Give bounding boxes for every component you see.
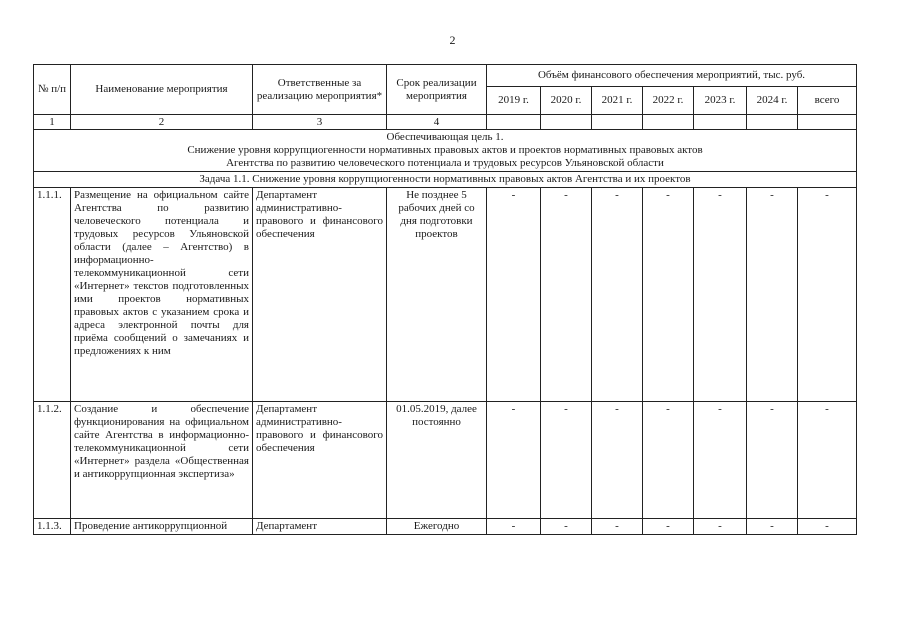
- value-cell: -: [747, 402, 798, 519]
- value-cell: -: [643, 519, 694, 535]
- task-row: [34, 172, 857, 188]
- term: Ежегодно: [387, 519, 487, 535]
- column-number: 4: [387, 115, 487, 130]
- term: 01.05.2019, далее постоянно: [387, 402, 487, 519]
- goal-row: [34, 130, 857, 172]
- measure-name: Проведение антикоррупционной: [71, 519, 253, 535]
- table-row: [34, 402, 857, 519]
- measure-name: Создание и обеспечение функционирования на официальном сайте Агентства в информационно-телекоммуникационной сети «Интернет» раздела «Общественная и антикоррупционная экспертиза»: [71, 402, 253, 519]
- value-cell: -: [798, 188, 857, 402]
- value-cell: -: [643, 188, 694, 402]
- col-finance-header: Объём финансового обеспечения мероприятий, тыс. руб.: [487, 65, 857, 87]
- value-cell: -: [592, 402, 643, 519]
- value-cell: -: [694, 402, 747, 519]
- value-cell: -: [541, 402, 592, 519]
- value-cell: -: [747, 188, 798, 402]
- year-header: 2020 г.: [541, 87, 592, 115]
- value-cell: -: [798, 519, 857, 535]
- year-header: 2024 г.: [747, 87, 798, 115]
- value-cell: -: [487, 519, 541, 535]
- goal-text: Снижение уровня коррупциогенности нормативных правовых актов и проектов нормативных правовых актов: [187, 144, 703, 156]
- value-cell: -: [487, 402, 541, 519]
- year-header: 2022 г.: [643, 87, 694, 115]
- value-cell: -: [747, 519, 798, 535]
- value-cell: -: [798, 402, 857, 519]
- responsible: Департамент административно-правового и финансового обеспечения: [253, 188, 387, 402]
- col-responsible-header: Ответственные за реализацию мероприятия*: [253, 65, 387, 115]
- col-name-header: Наименование мероприятия: [71, 65, 253, 115]
- goal-title: Обеспечивающая цель 1.: [386, 131, 504, 143]
- value-cell: -: [541, 188, 592, 402]
- col-no-header: № п/п: [34, 65, 71, 115]
- year-header: 2021 г.: [592, 87, 643, 115]
- value-cell: -: [592, 519, 643, 535]
- year-header: 2019 г.: [487, 87, 541, 115]
- column-number: 3: [253, 115, 387, 130]
- value-cell: -: [592, 188, 643, 402]
- total-header: всего: [798, 87, 857, 115]
- value-cell: -: [487, 188, 541, 402]
- action-plan-table: [33, 64, 857, 535]
- row-number: 1.1.1.: [34, 188, 71, 402]
- col-term-header: Срок реализации мероприятия: [387, 65, 487, 115]
- value-cell: -: [643, 402, 694, 519]
- value-cell: -: [541, 519, 592, 535]
- row-number: 1.1.3.: [34, 519, 71, 535]
- responsible: Департамент: [253, 519, 387, 535]
- year-header: 2023 г.: [694, 87, 747, 115]
- term: Не позднее 5 рабочих дней со дня подготовки проектов: [387, 188, 487, 402]
- value-cell: -: [694, 519, 747, 535]
- page-number: 2: [449, 33, 456, 47]
- measure-name: Размещение на официальном сайте Агентства по развитию человеческого потенциала и трудовых ресурсов Ульяновской области (далее – Агентство) в информационно-телекоммуникационной сети «Интернет» текстов подготовленных ими проектов нормативных правовых актов с указанием срока и адреса электронной почты для приёма сообщений о замечаниях и предложениях к ним: [71, 188, 253, 402]
- column-number: 2: [71, 115, 253, 130]
- goal-text: Агентства по развитию человеческого потенциала и трудовых ресурсов Ульяновской области: [226, 157, 664, 169]
- column-number: 1: [34, 115, 71, 130]
- value-cell: -: [694, 188, 747, 402]
- task-cell: Задача 1.1. Снижение уровня коррупциогенности нормативных правовых актов Агентства и их проектов: [34, 172, 857, 188]
- row-number: 1.1.2.: [34, 402, 71, 519]
- table-row: [34, 519, 857, 535]
- table-row: [34, 188, 857, 402]
- goal-cell: [34, 130, 857, 172]
- column-numbers-row: [34, 115, 857, 130]
- header-row: [34, 65, 857, 87]
- responsible: Департамент административно-правового и финансового обеспечения: [253, 402, 387, 519]
